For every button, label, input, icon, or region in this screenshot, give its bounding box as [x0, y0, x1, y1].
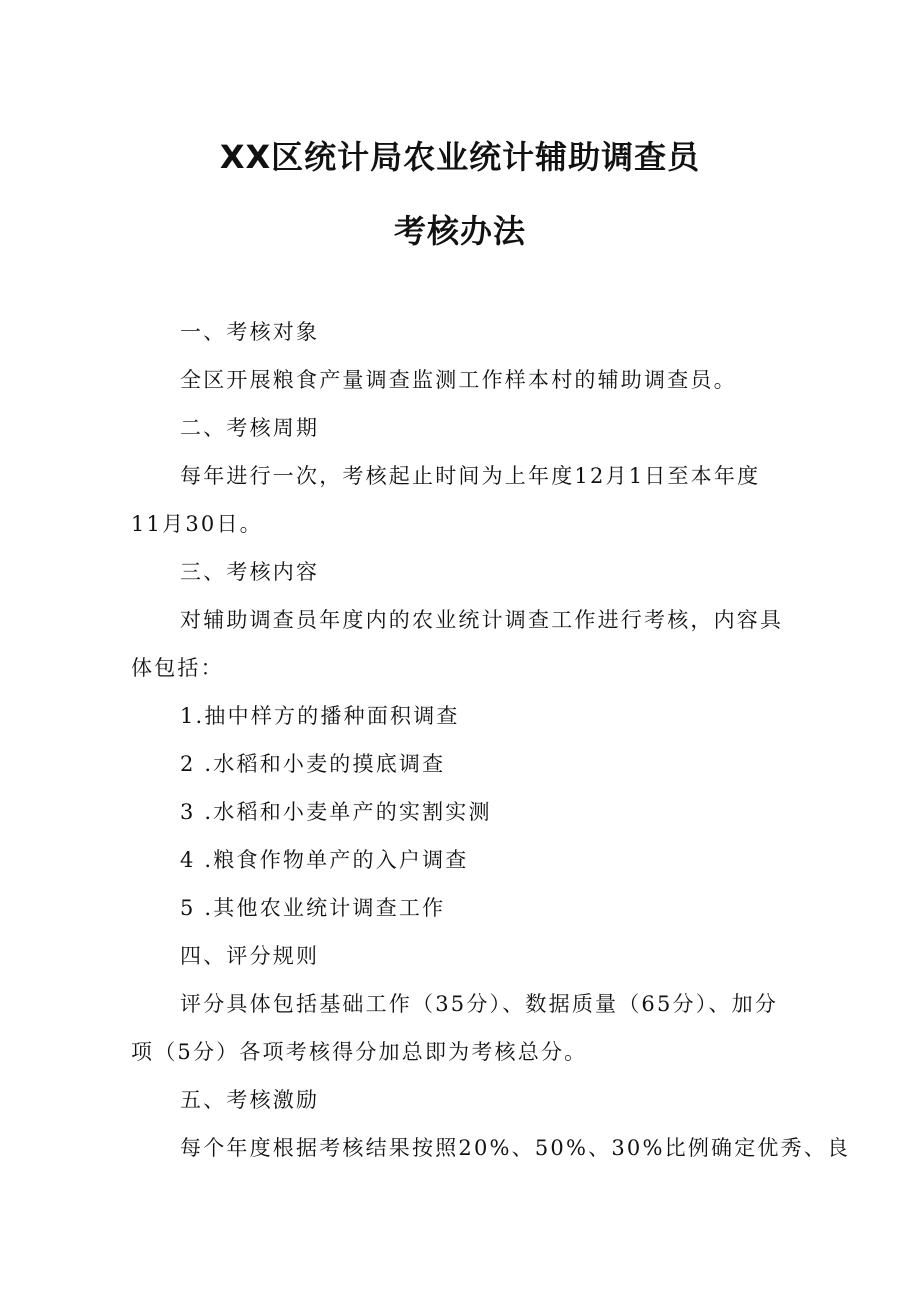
list-item: 5 .其他农业统计调查工作: [180, 896, 446, 920]
paragraph-line: 每个年度根据考核结果按照20%、50%、30%比例确定优秀、良: [180, 1136, 851, 1160]
list-item: 1.抽中样方的播种面积调查: [180, 704, 460, 728]
list-item: 4 .粮食作物单产的入户调查: [180, 848, 469, 872]
document-title-line-1: XX区统计局农业统计辅助调查员: [219, 138, 701, 176]
section-heading-assessment-incentive: 五、考核激励: [180, 1088, 320, 1112]
section-heading-assessment-period: 二、考核周期: [180, 416, 320, 440]
paragraph-line: 全区开展粮食产量调查监测工作样本村的辅助调查员。: [180, 368, 737, 392]
paragraph-line: 11月30日。: [131, 512, 263, 536]
paragraph-line: 体包括：: [131, 656, 224, 680]
paragraph-line: 项（5分）各项考核得分加总即为考核总分。: [131, 1040, 588, 1064]
list-item: 2 .水稻和小麦的摸底调查: [180, 752, 446, 776]
paragraph-line: 每年进行一次，考核起止时间为上年度12月1日至本年度: [180, 464, 761, 488]
list-item: 3 .水稻和小麦单产的实割实测: [180, 800, 492, 824]
section-heading-assessment-content: 三、考核内容: [180, 560, 320, 584]
section-heading-scoring-rules: 四、评分规则: [180, 944, 320, 968]
paragraph-line: 评分具体包括基础工作（35分）、数据质量（65分）、加分: [180, 992, 779, 1016]
section-heading-assessment-target: 一、考核对象: [180, 320, 320, 344]
paragraph-line: 对辅助调查员年度内的农业统计调查工作进行考核，内容具: [180, 608, 784, 632]
document-title-line-2: 考核办法: [393, 212, 526, 250]
